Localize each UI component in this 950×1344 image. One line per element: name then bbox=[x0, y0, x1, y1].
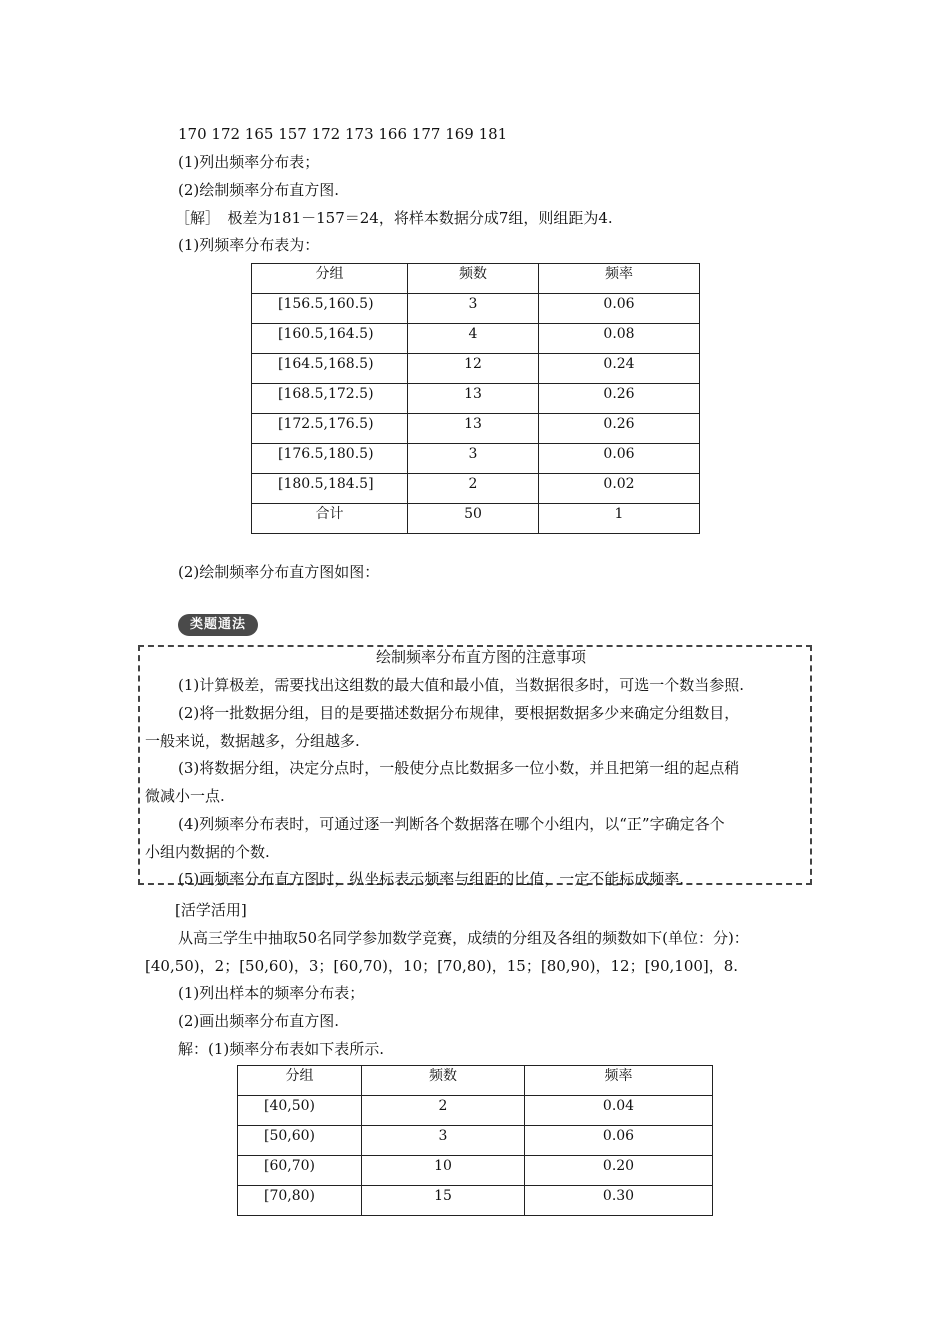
cell-frequency: 0.02 bbox=[539, 474, 700, 504]
frequency-table-2 bbox=[237, 1065, 713, 1216]
cell-frequency: 0.08 bbox=[539, 324, 700, 354]
table-row bbox=[252, 474, 700, 504]
header-count: 频数 bbox=[408, 264, 539, 294]
cell-frequency: 0.26 bbox=[539, 414, 700, 444]
tip-4-line-1: (4)列频率分布表时，可通过逐一判断各个数据落在哪个小组内，以“正”字确定各个 bbox=[178, 815, 725, 833]
tip-3-line-1: (3)将数据分组，决定分点时，一般使分点比数据多一位小数，并且把第一组的起点稍 bbox=[178, 759, 740, 777]
table-header-row bbox=[252, 264, 700, 294]
cell-total-count: 50 bbox=[408, 504, 539, 534]
cell-count: 13 bbox=[408, 414, 539, 444]
cell-frequency: 0.06 bbox=[539, 444, 700, 474]
tip-1: (1)计算极差，需要找出这组数的最大值和最小值，当数据很多时，可选一个数当参照. bbox=[178, 676, 745, 694]
tip-5: (5)画频率分布直方图时，纵坐标表示频率与组距的比值，一定不能标成频率. bbox=[178, 870, 685, 888]
cell-count: 2 bbox=[408, 474, 539, 504]
cell-count: 13 bbox=[408, 384, 539, 414]
tip-3-line-2: 微减小一点. bbox=[145, 787, 225, 805]
cell-frequency: 0.04 bbox=[525, 1096, 713, 1126]
header-group: 分组 bbox=[252, 264, 408, 294]
header-frequency: 频率 bbox=[525, 1066, 713, 1096]
cell-count: 3 bbox=[408, 444, 539, 474]
cell-group: [70,80) bbox=[238, 1186, 362, 1216]
table-row bbox=[238, 1156, 713, 1186]
tips-title: 绘制频率分布直方图的注意事项 bbox=[376, 648, 587, 666]
cell-group: [156.5,160.5) bbox=[252, 294, 408, 324]
cell-count: 3 bbox=[408, 294, 539, 324]
table-row bbox=[252, 384, 700, 414]
cell-count: 3 bbox=[362, 1126, 525, 1156]
method-badge: 类题通法 bbox=[178, 614, 258, 636]
cell-count: 4 bbox=[408, 324, 539, 354]
table-row bbox=[238, 1096, 713, 1126]
cell-group: [60,70) bbox=[238, 1156, 362, 1186]
cell-group: [160.5,164.5) bbox=[252, 324, 408, 354]
practice-question-1: (1)列出样本的频率分布表； bbox=[178, 984, 365, 1002]
practice-answer: 解：(1)频率分布表如下表所示. bbox=[178, 1040, 385, 1058]
solution-step-2: (2)绘制频率分布直方图如图： bbox=[178, 563, 380, 581]
cell-count: 15 bbox=[362, 1186, 525, 1216]
solution-step-1: (1)列频率分布表为： bbox=[178, 236, 320, 254]
table-row bbox=[238, 1126, 713, 1156]
table-row bbox=[252, 354, 700, 384]
cell-group: [164.5,168.5) bbox=[252, 354, 408, 384]
table-row bbox=[252, 294, 700, 324]
cell-count: 12 bbox=[408, 354, 539, 384]
cell-frequency: 0.06 bbox=[525, 1126, 713, 1156]
cell-group: [40,50) bbox=[238, 1096, 362, 1126]
practice-problem-2: [40,50)，2；[50,60)，3；[60,70)，10；[70,80)，15；[80,90)，12；[90,100]，8. bbox=[145, 957, 739, 975]
cell-group: [176.5,180.5) bbox=[252, 444, 408, 474]
question-1: (1)列出频率分布表； bbox=[178, 153, 320, 171]
practice-heading: [活学活用] bbox=[175, 901, 247, 919]
header-frequency: 频率 bbox=[539, 264, 700, 294]
question-2: (2)绘制频率分布直方图. bbox=[178, 181, 340, 199]
practice-problem-1: 从高三学生中抽取50名同学参加数学竞赛，成绩的分组及各组的频数如下(单位：分)： bbox=[178, 929, 749, 947]
table-row bbox=[252, 324, 700, 354]
cell-frequency: 0.24 bbox=[539, 354, 700, 384]
practice-question-2: (2)画出频率分布直方图. bbox=[178, 1012, 340, 1030]
cell-count: 2 bbox=[362, 1096, 525, 1126]
header-count: 频数 bbox=[362, 1066, 525, 1096]
cell-frequency: 0.20 bbox=[525, 1156, 713, 1186]
tip-2-line-2: 一般来说，数据越多，分组越多. bbox=[145, 732, 360, 750]
cell-total-frequency: 1 bbox=[539, 504, 700, 534]
table-row bbox=[252, 444, 700, 474]
header-group: 分组 bbox=[238, 1066, 362, 1096]
tip-2-line-1: (2)将一批数据分组，目的是要描述数据分布规律，要根据数据多少来确定分组数目， bbox=[178, 704, 740, 722]
tip-4-line-2: 小组内数据的个数. bbox=[145, 843, 270, 861]
cell-group: [168.5,172.5) bbox=[252, 384, 408, 414]
cell-group: [180.5,184.5] bbox=[252, 474, 408, 504]
table-row bbox=[252, 414, 700, 444]
cell-total-label: 合计 bbox=[252, 504, 408, 534]
cell-group: [172.5,176.5) bbox=[252, 414, 408, 444]
table-header-row bbox=[238, 1066, 713, 1096]
table-total-row bbox=[252, 504, 700, 534]
data-row: 170 172 165 157 172 173 166 177 169 181 bbox=[178, 125, 508, 143]
cell-frequency: 0.26 bbox=[539, 384, 700, 414]
cell-group: [50,60) bbox=[238, 1126, 362, 1156]
cell-count: 10 bbox=[362, 1156, 525, 1186]
solution-line: ［解］ 极差为181－157＝24，将样本数据分成7组，则组距为4. bbox=[175, 209, 613, 227]
table-row bbox=[238, 1186, 713, 1216]
cell-frequency: 0.30 bbox=[525, 1186, 713, 1216]
cell-frequency: 0.06 bbox=[539, 294, 700, 324]
frequency-table-1 bbox=[251, 263, 700, 534]
